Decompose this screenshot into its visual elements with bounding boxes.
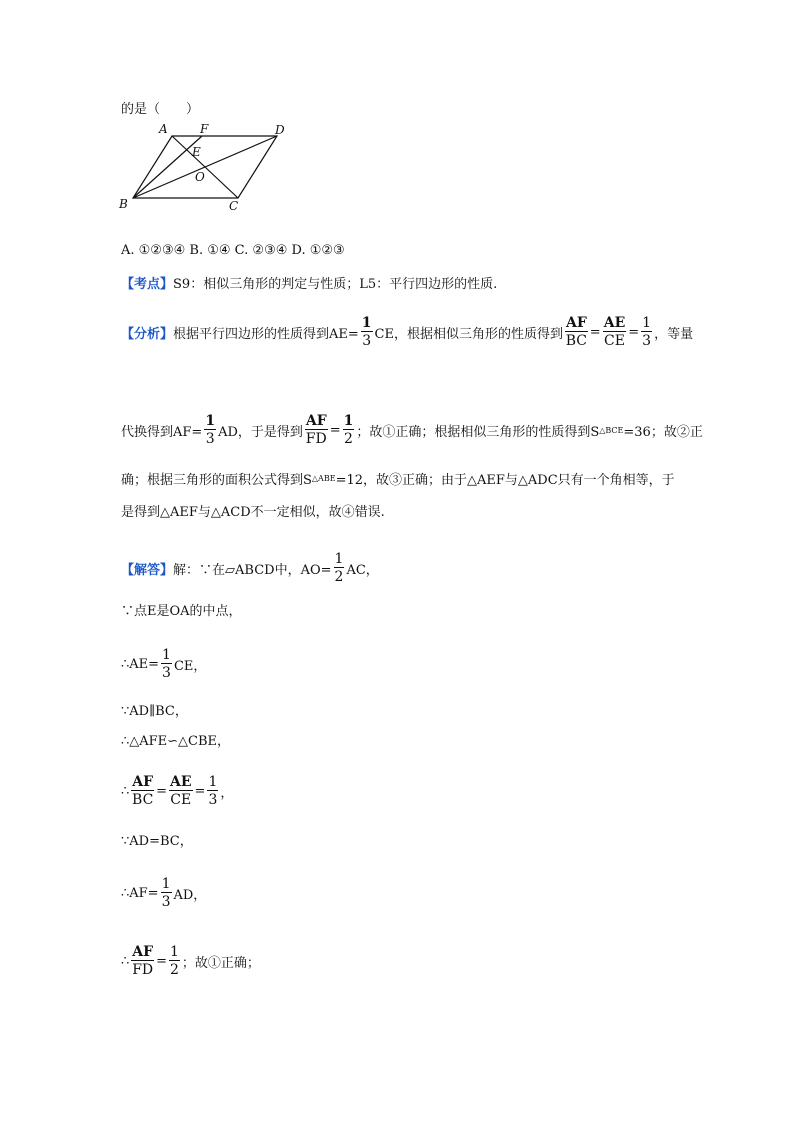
fraction-1-3: $\frac{1}{3}$ (361, 315, 372, 349)
kaodian-line: 【考点】 S9：相似三角形的判定与性质；L5：平行四边形的性质. (121, 273, 497, 292)
label-C: C (229, 199, 239, 213)
diagonal-bd (133, 136, 277, 198)
label-A: A (159, 122, 168, 136)
fenxi-line-4: 是得到△AEF与△ACD不一定相似，故④错误. (121, 505, 385, 520)
kaodian-tag: 【考点】 (121, 277, 174, 292)
parallelogram-figure (115, 118, 290, 218)
jieda-line-7: ∵AD=BC， (121, 834, 193, 849)
jieda-line-9: ∴ $\frac{AF}{FD}$ = $\frac{1}{2}$ ；故①正确； (121, 944, 260, 978)
fraction-af-bc: $\frac{AF}{BC}$ (565, 315, 588, 349)
fenxi-line-2: 代换得到AF= $\frac{1}{3}$ AD，于是得到 $\frac{AF}{FD}$ = $\frac{1}{2}$ ；故①正确；根据相似三角形的性质得到S △BCE =36；故②正 (121, 413, 703, 447)
fraction-ae-ce: $\frac{AE}{CE}$ (603, 315, 626, 349)
jieda-line-8: ∴AF= $\frac{1}{3}$ AD， (121, 876, 207, 910)
fraction-1-3: $\frac{1}{3}$ (205, 413, 216, 447)
question-tail: 的是（ ） (121, 102, 200, 117)
fenxi-line-1: 【分析】 根据平行四边形的性质得到AE= $\frac{1}{3}$ CE，根据相似三角形的性质得到 $\frac{AF}{BC}$ = $\frac{AE}{CE}$ = $\frac{1}{3}$ ，等量 (121, 315, 694, 349)
jieda-line-6: ∴ $\frac{AF}{BC}$ = $\frac{AE}{CE}$ = $\frac{1}{3}$ ， (121, 774, 234, 808)
fraction-1-2: $\frac{1}{2}$ (170, 944, 179, 978)
fraction-1-3: $\frac{1}{3}$ (208, 774, 218, 808)
fraction-1-3: $\frac{1}{3}$ (162, 647, 171, 681)
fraction-af-bc: $\frac{AF}{BC}$ (132, 774, 154, 808)
fenxi-tag: 【分析】 (121, 326, 174, 342)
fraction-1-3: $\frac{1}{3}$ (161, 876, 171, 910)
answer-options: A. ①②③④ B. ①④ C. ②③④ D. ①②③ (121, 243, 345, 258)
fraction-af-fd: $\frac{AF}{FD}$ (132, 944, 154, 978)
fraction-af-fd: $\frac{AF}{FD}$ (305, 413, 327, 447)
label-E: E (192, 145, 201, 159)
fenxi-line-3: 确；根据三角形的面积公式得到S △ABE =12，故③正确；由于△AEF与△ADC只有一个角相等，于 (121, 473, 675, 488)
jieda-line-1: 【解答】 解：∵在▱ABCD中，AO= $\frac{1}{2}$ AC， (121, 551, 379, 585)
fraction-ae-ce: $\frac{AE}{CE}$ (170, 774, 192, 808)
label-D: D (275, 123, 285, 137)
fraction-1-3: $\frac{1}{3}$ (642, 315, 652, 349)
fraction-1-2: $\frac{1}{2}$ (334, 551, 344, 585)
jieda-line-5: ∴△AFE∽△CBE， (121, 734, 231, 749)
jieda-line-3: ∴AE= $\frac{1}{3}$ CE， (121, 647, 207, 681)
jieda-line-4: ∵AD∥BC， (121, 704, 188, 719)
label-F: F (200, 122, 209, 136)
jieda-tag: 【解答】 (121, 562, 174, 578)
fraction-1-2: $\frac{1}{2}$ (343, 413, 354, 447)
label-O: O (195, 170, 205, 184)
label-B: B (119, 197, 128, 211)
jieda-line-2: ∵点E是OA的中点， (121, 604, 242, 619)
